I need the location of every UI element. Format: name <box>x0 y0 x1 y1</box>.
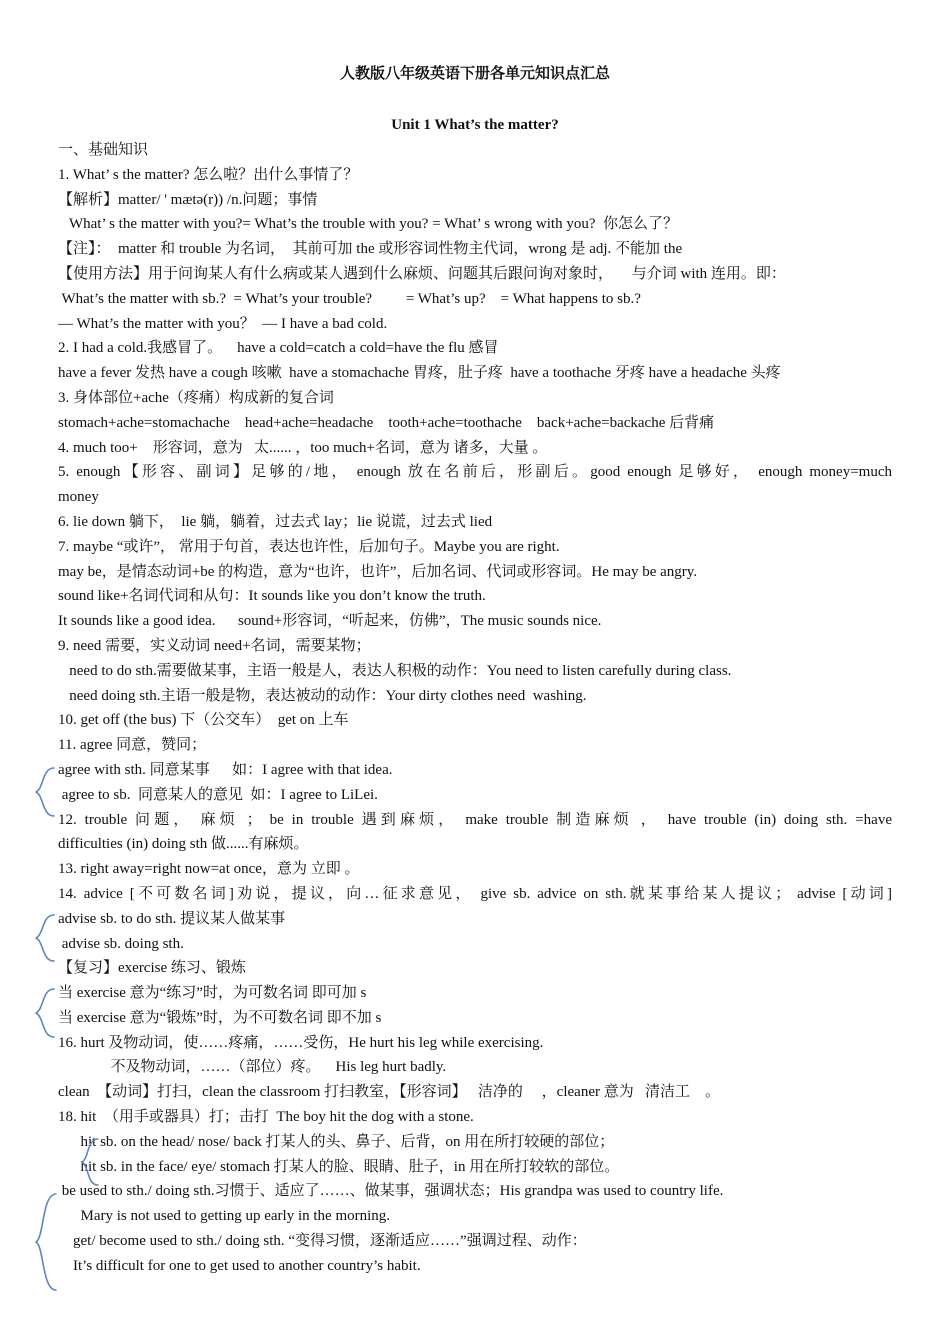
curly-brace-icon <box>30 912 58 964</box>
text-line: 1. What’ s the matter? 怎么啦？出什么事情了？ <box>58 166 359 183</box>
text-line: 11. agree 同意，赞同； <box>58 737 207 754</box>
unit-heading: Unit 1 What’s the matter? <box>391 117 559 133</box>
section-heading: 一、基础知识 <box>58 142 149 158</box>
text-line: 【使用方法】用于问询某人有什么病或某人遇到什么麻烦、问题其后跟问询对象时， 与介词 with 连用。即： <box>58 265 786 282</box>
text-line: 18. hit （用手或器具）打；击打 The boy hit the dog with a stone. <box>58 1109 474 1126</box>
text-line: 10. get off (the bus) 下（公交车） get on 上车 <box>58 712 349 729</box>
text-line: It’s difficult for one to get used to another country’s habit. <box>58 1257 421 1274</box>
text-line: hit sb. in the face/ eye/ stomach 打某人的脸、眼睛、肚子，in 用在所打较软的部位。 <box>58 1158 620 1175</box>
text-line: 当 exercise 意为“练习”时，为可数名词 即可加 s <box>58 985 367 1002</box>
text-line: 9. need 需要，实义动词 need+名词，需要某物； <box>58 637 371 654</box>
text-line: 2. I had a cold.我感冒了。 have a cold=catch a cold=have the flu 感冒 <box>58 340 499 357</box>
text-line: 3. 身体部位+ache（疼痛）构成新的复合词 <box>58 389 334 406</box>
text-line: 【注】： matter 和 trouble 为名词， 其前可加 the 或形容词性物主代词，wrong 是 adj. 不能加 the <box>58 241 683 258</box>
curly-brace-icon <box>30 1190 60 1294</box>
text-line: agree to sb. 同意某人的意见 如：I agree to LiLei. <box>58 786 378 803</box>
text-line: 当 exercise 意为“锻炼”时，为不可数名词 即不加 s <box>58 1009 382 1026</box>
document-title: 人教版八年级英语下册各单元知识点汇总 <box>339 66 610 82</box>
text-line: advise sb. doing sth. <box>58 935 184 952</box>
text-line: 6. lie down 躺下， lie 躺，躺着，过去式 lay；lie 说谎，过去式 lied <box>58 513 493 530</box>
text-line: — What’s the matter with you？ — I have a bad cold. <box>58 315 388 332</box>
text-line: may be，是情态动词+be 的构造，意为“也许，也许”，后加名词、代词或形容词。He may be angry. <box>58 563 698 580</box>
curly-brace-icon <box>76 1136 102 1188</box>
text-line: advise sb. to do sth. 提议某人做某事 <box>58 910 286 927</box>
text-line: It sounds like a good idea. sound+形容词，“听起来，仿佛”，The music sounds nice. <box>58 613 602 630</box>
text-line: have a fever 发热 have a cough 咳嗽 have a stomachache 胃疼，肚子疼 have a toothache 牙疼 have a headache 头疼 <box>58 365 781 382</box>
text-line: clean 【动词】打扫，clean the classroom 打扫教室，【形容词】 洁净的 ，cleaner 意为 清洁工 。 <box>58 1084 720 1101</box>
curly-brace-icon <box>30 986 58 1040</box>
text-line: Mary is not used to getting up early in the morning. <box>58 1208 391 1225</box>
text-line: need to do sth.需要做某事，主语一般是人，表达人积极的动作：You need to listen carefully during class. <box>58 662 732 679</box>
text-line: 4. much too+ 形容词，意为 太...... ，too much+名词，意为 诸多，大量 。 <box>58 439 548 456</box>
text-line: 不及物动词，……（部位）疼。 His leg hurt badly. <box>58 1059 447 1076</box>
text-line: 【复习】exercise 练习、锻炼 <box>58 960 246 977</box>
text-line: get/ become used to sth./ doing sth. “变得习惯，逐渐适应……”强调过程、动作： <box>58 1233 587 1250</box>
text-line: difficulties (in) doing sth 做......有麻烦。 <box>58 836 309 853</box>
text-line: 14. advice [不可数名词]劝说，提议，向…征求意见， give sb. advice on sth.就某事给某人提议； advise [动词] <box>58 885 892 902</box>
document-body <box>58 138 892 1279</box>
text-line: 16. hurt 及物动词，使……疼痛，……受伤，He hurt his leg while exercising. <box>58 1034 544 1051</box>
text-line: agree with sth. 同意某事 如：I agree with that idea. <box>58 761 393 778</box>
text-line: What’ s the matter with you?= What’s the trouble with you? = What’ s wrong with you? 你怎么了？ <box>58 216 679 233</box>
text-line: hit sb. on the head/ nose/ back 打某人的头、鼻子、后背，on 用在所打较硬的部位； <box>58 1133 615 1150</box>
text-line: stomach+ache=stomachache head+ache=headache tooth+ache=toothache back+ache=backache 后背痛 <box>58 414 715 431</box>
text-line: 【解析】matter/ ' mætə(r)) /n.问题；事情 <box>58 191 318 208</box>
text-line: be used to sth./ doing sth.习惯于、适应了……、做某事，强调状态；His grandpa was used to country life. <box>58 1183 724 1200</box>
text-line: 7. maybe “或许”， 常用于句首，表达也许性，后加句子。Maybe you are right. <box>58 538 560 555</box>
text-line: 13. right away=right now=at once，意为 立即 。 <box>58 861 360 878</box>
text-line: 5. enough【形容、副词】足够的/地， enough 放在名前后，形副后。good enough 足够好， enough money=much <box>58 464 892 481</box>
curly-brace-icon <box>30 764 58 820</box>
text-line: money <box>58 489 99 506</box>
text-line: sound like+名词代词和从句：It sounds like you don’t know the truth. <box>58 588 486 605</box>
text-line: need doing sth.主语一般是物，表达被动的动作：Your dirty clothes need washing. <box>58 687 587 704</box>
text-line: 12. trouble 问题， 麻烦 ； be in trouble 遇到麻烦， make trouble 制造麻烦 ， have trouble (in) doing sth. =have <box>58 811 892 828</box>
text-line: What’s the matter with sb.? = What’s your trouble? = What’s up? = What happens to sb.? <box>58 290 641 307</box>
